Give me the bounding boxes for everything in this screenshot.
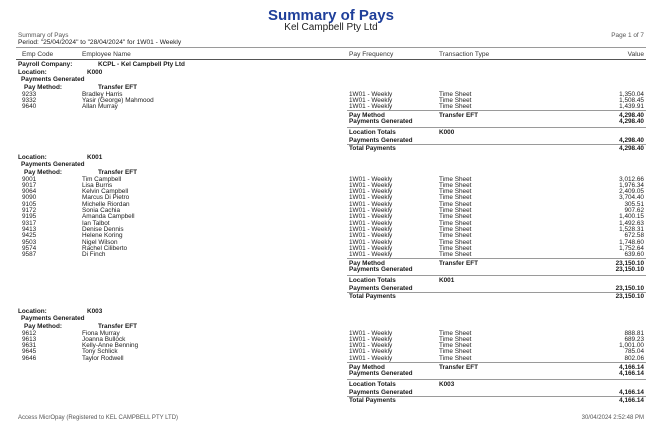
employee-transaction-type: Time Sheet (439, 181, 472, 189)
employee-name: Rachel Ciliberto (82, 244, 128, 252)
employee-name: Joanna Bullock (82, 335, 126, 343)
employee-transaction-type: Time Sheet (439, 194, 472, 202)
pay-method-subtotal-label: Pay Method (349, 259, 385, 267)
employee-transaction-type: Time Sheet (439, 207, 472, 214)
payments-generated-subtotal-value: 4,298.40 (619, 118, 644, 126)
subtotal-divider (347, 258, 646, 259)
col-pay-frequency: Pay Frequency (349, 51, 394, 58)
employee-value: 1,752.64 (619, 244, 644, 252)
pay-method-subtotal-value: 23,150.10 (615, 259, 644, 267)
col-value: Value (627, 51, 644, 58)
pay-method-subtotal-value: 4,166.14 (619, 363, 644, 371)
col-transaction-type: Transaction Type (439, 51, 490, 58)
employee-value: 785.04 (624, 348, 644, 356)
payments-generated-heading: Payments Generated (21, 315, 85, 322)
employee-transaction-type: Time Sheet (439, 238, 472, 246)
employee-name: Ian Talbot (82, 219, 110, 227)
total-payments-value: 23,150.10 (615, 292, 644, 300)
pay-method-subtotal-label: Pay Method (349, 111, 385, 119)
employee-code: 9631 (22, 342, 37, 350)
employee-pay-frequency: 1W01 - Weekly (349, 225, 393, 233)
employee-name: Taylor Rodwell (82, 354, 124, 362)
employee-code: 9646 (22, 354, 37, 362)
employee-transaction-type: Time Sheet (439, 103, 472, 111)
employee-pay-frequency: 1W01 - Weekly (349, 194, 393, 202)
employee-pay-frequency: 1W01 - Weekly (349, 244, 393, 252)
total-payments-label: Total Payments (349, 144, 396, 152)
employee-transaction-type: Time Sheet (439, 232, 472, 240)
employee-value: 1,528.31 (619, 225, 644, 233)
employee-code: 9233 (22, 90, 37, 98)
employee-code: 9090 (22, 194, 37, 202)
employee-value: 1,492.63 (619, 219, 644, 227)
employee-code: 9613 (22, 335, 37, 343)
payments-generated-subtotal-value: 23,150.10 (615, 266, 644, 274)
location-totals-divider (347, 127, 646, 128)
location-totals-label: Location Totals (349, 129, 396, 137)
column-header-divider (16, 59, 646, 60)
payments-generated-heading: Payments Generated (21, 76, 85, 83)
payments-generated-subtotal-label: Payments Generated (349, 118, 413, 126)
employee-value: 1,001.00 (619, 342, 644, 350)
pay-method-value: Transfer EFT (98, 83, 138, 91)
header-divider (16, 47, 646, 48)
employee-transaction-type: Time Sheet (439, 335, 472, 343)
employee-pay-frequency: 1W01 - Weekly (349, 90, 393, 98)
employee-code: 9172 (22, 207, 37, 214)
employee-transaction-type: Time Sheet (439, 329, 472, 337)
employee-name: Kelvin Campbell (82, 188, 129, 196)
location-totals-code: K001 (439, 277, 455, 285)
employee-name: Bradley Harris (82, 90, 123, 98)
employee-name: Yasir (George) Mahmood (82, 96, 154, 104)
employee-pay-frequency: 1W01 - Weekly (349, 342, 393, 350)
employee-name: Di Finch (82, 251, 106, 259)
total-payments-label: Total Payments (349, 292, 396, 300)
employee-pay-frequency: 1W01 - Weekly (349, 181, 393, 189)
employee-pay-frequency: 1W01 - Weekly (349, 232, 393, 240)
employee-pay-frequency: 1W01 - Weekly (349, 219, 393, 227)
report-title: Summary of Pays (268, 7, 394, 24)
employee-value: 3,704.40 (619, 194, 644, 202)
employee-code: 9017 (22, 181, 37, 189)
employee-name: Sonia Cachia (82, 207, 121, 214)
employee-code: 9413 (22, 225, 37, 233)
employee-transaction-type: Time Sheet (439, 225, 472, 233)
employee-value: 888.81 (624, 329, 644, 337)
employee-pay-frequency: 1W01 - Weekly (349, 175, 393, 183)
employee-transaction-type: Time Sheet (439, 219, 472, 227)
employee-pay-frequency: 1W01 - Weekly (349, 238, 393, 246)
employee-transaction-type: Time Sheet (439, 90, 472, 98)
location-code: K003 (87, 308, 103, 315)
total-payments-value: 4,166.14 (619, 396, 644, 404)
employee-transaction-type: Time Sheet (439, 348, 472, 356)
employee-transaction-type: Time Sheet (439, 251, 472, 259)
pay-method-label: Pay Method: (24, 83, 62, 91)
report-type-label: Summary of Pays (18, 32, 69, 39)
employee-value: 1,400.15 (619, 213, 644, 221)
payroll-company-value: KCPL - Kel Campbell Pty Ltd (98, 61, 185, 68)
employee-value: 639.60 (624, 251, 644, 259)
location-payments-generated-label: Payments Generated (349, 388, 413, 396)
location-label: Location: (18, 69, 47, 76)
employee-code: 9640 (22, 103, 37, 111)
employee-transaction-type: Time Sheet (439, 342, 472, 350)
employee-pay-frequency: 1W01 - Weekly (349, 329, 393, 337)
pay-method-value: Transfer EFT (98, 322, 138, 330)
employee-pay-frequency: 1W01 - Weekly (349, 200, 393, 208)
employee-pay-frequency: 1W01 - Weekly (349, 96, 393, 104)
location-totals-code: K000 (439, 129, 455, 137)
pay-method-subtotal-method: Transfer EFT (439, 363, 479, 371)
location-payments-generated-value: 4,166.14 (619, 388, 644, 396)
location-code: K000 (87, 69, 103, 76)
payments-generated-heading: Payments Generated (21, 161, 85, 168)
employee-name: Denise Dennis (82, 225, 124, 233)
employee-transaction-type: Time Sheet (439, 354, 472, 362)
total-payments-value: 4,298.40 (619, 144, 644, 152)
employee-name: Amanda Campbell (82, 213, 135, 221)
employee-transaction-type: Time Sheet (439, 188, 472, 196)
employee-code: 9503 (22, 238, 37, 246)
payroll-company-label: Payroll Company: (18, 61, 73, 68)
employee-name: Marcus Di Pietro (82, 194, 130, 202)
footer-timestamp: 30/04/2024 2:52:48 PM (581, 415, 644, 421)
employee-name: Kelly-Anne Benning (82, 342, 139, 350)
location-payments-generated-label: Payments Generated (349, 284, 413, 292)
employee-name: Lisa Burns (82, 181, 113, 189)
payments-generated-subtotal-label: Payments Generated (349, 266, 413, 274)
employee-pay-frequency: 1W01 - Weekly (349, 188, 393, 196)
pay-method-subtotal-value: 4,298.40 (619, 111, 644, 119)
employee-transaction-type: Time Sheet (439, 213, 472, 221)
employee-transaction-type: Time Sheet (439, 96, 472, 104)
payments-generated-subtotal-label: Payments Generated (349, 370, 413, 377)
location-label: Location: (18, 154, 47, 161)
page-number: Page 1 of 7 (611, 32, 644, 39)
employee-value: 907.62 (624, 207, 644, 214)
employee-transaction-type: Time Sheet (439, 244, 472, 252)
location-label: Location: (18, 308, 47, 315)
employee-code: 9317 (22, 219, 37, 227)
location-payments-generated-value: 4,298.40 (619, 136, 644, 144)
employee-transaction-type: Time Sheet (439, 200, 472, 208)
employee-value: 1,748.60 (619, 238, 644, 246)
employee-name: Nigel Wilson (82, 238, 118, 246)
employee-value: 1,508.45 (619, 96, 644, 104)
employee-pay-frequency: 1W01 - Weekly (349, 213, 393, 221)
employee-code: 9195 (22, 213, 37, 221)
report-period: Period: "25/04/2024" to "28/04/2024" for 1W01 - Weekly (18, 39, 182, 46)
employee-name: Tony Schlick (82, 348, 118, 356)
location-totals-divider (347, 379, 646, 380)
total-payments-label: Total Payments (349, 396, 396, 404)
employee-pay-frequency: 1W01 - Weekly (349, 251, 393, 259)
employee-value: 1,350.04 (619, 90, 644, 98)
employee-code: 9105 (22, 200, 37, 208)
employee-value: 1,439.91 (619, 103, 644, 111)
payments-generated-subtotal-value: 4,166.14 (619, 370, 644, 377)
subtotal-divider (347, 110, 646, 111)
employee-name: Tim Campbell (82, 175, 122, 183)
location-totals-code: K003 (439, 381, 455, 388)
pay-method-subtotal-method: Transfer EFT (439, 111, 479, 119)
employee-code: 9574 (22, 244, 37, 252)
employee-code: 9001 (22, 175, 37, 183)
location-payments-generated-value: 23,150.10 (615, 284, 644, 292)
location-code: K001 (87, 154, 103, 161)
employee-code: 9425 (22, 232, 37, 240)
employee-pay-frequency: 1W01 - Weekly (349, 207, 393, 214)
employee-code: 9587 (22, 251, 37, 259)
employee-name: Fiona Murray (82, 329, 120, 337)
location-payments-generated-label: Payments Generated (349, 136, 413, 144)
pay-method-label: Pay Method: (24, 322, 62, 330)
employee-value: 802.06 (624, 354, 644, 362)
employee-code: 9064 (22, 188, 37, 196)
col-emp-code: Emp Code (22, 51, 54, 58)
employee-name: Michelle Riordan (82, 200, 130, 208)
pay-method-subtotal-label: Pay Method (349, 363, 385, 371)
employee-value: 2,409.05 (619, 188, 644, 196)
location-totals-label: Location Totals (349, 381, 396, 388)
company-name: Kel Campbell Pty Ltd (284, 22, 378, 33)
employee-pay-frequency: 1W01 - Weekly (349, 335, 393, 343)
employee-transaction-type: Time Sheet (439, 175, 472, 183)
employee-value: 1,976.34 (619, 181, 644, 189)
employee-pay-frequency: 1W01 - Weekly (349, 348, 393, 356)
employee-code: 9612 (22, 329, 37, 337)
location-totals-label: Location Totals (349, 277, 396, 285)
pay-method-label: Pay Method: (24, 168, 62, 176)
employee-code: 9645 (22, 348, 37, 356)
pay-method-value: Transfer EFT (98, 168, 138, 176)
employee-pay-frequency: 1W01 - Weekly (349, 103, 393, 111)
employee-name: Helene Koring (82, 232, 123, 240)
employee-name: Allan Murray (82, 103, 118, 111)
employee-value: 305.51 (624, 200, 644, 208)
employee-value: 689.23 (624, 335, 644, 343)
employee-value: 672.58 (624, 232, 644, 240)
employee-code: 9332 (22, 96, 37, 104)
footer-left: Access MicrOpay (Registered to KEL CAMPBELL PTY LTD) (18, 415, 179, 421)
location-totals-divider (347, 275, 646, 276)
employee-pay-frequency: 1W01 - Weekly (349, 354, 393, 362)
col-emp-name: Employee Name (82, 51, 131, 58)
employee-value: 3,012.66 (619, 175, 644, 183)
pay-method-subtotal-method: Transfer EFT (439, 259, 479, 267)
subtotal-divider (347, 362, 646, 363)
